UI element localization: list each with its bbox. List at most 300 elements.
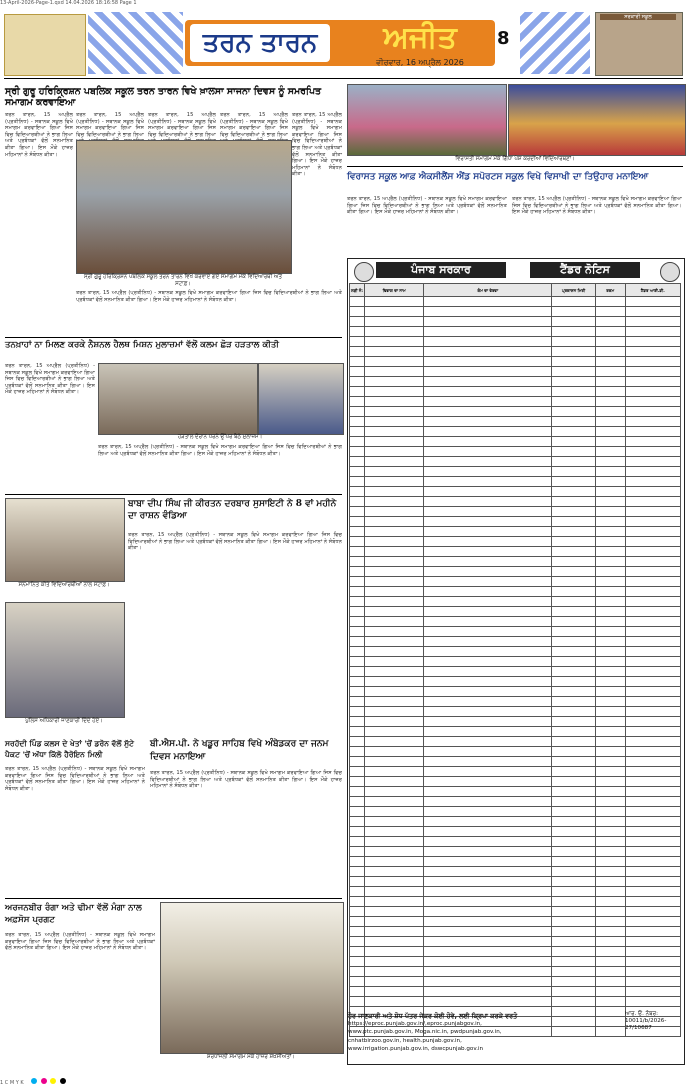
headline-drone-heroin: ਸਰਹੱਦੀ ਪਿੰਡ ਕਲਸ ਦੇ ਖੇਤਾਂ 'ਚੋਂ ਡਰੋਨ ਵੱਲੋਂ ਸੁੱਟੇ ਪੈਕਟ 'ਚੋਂ ਅੱਧਾ ਕਿੱਲੋ ਹੈਰੋਇਨ ਮਿਲੀ	[5, 739, 135, 759]
tender-cell	[625, 487, 680, 497]
tender-cell	[595, 787, 625, 797]
tender-cell	[350, 397, 365, 407]
tender-cell	[595, 667, 625, 677]
tender-cell	[424, 337, 552, 347]
tender-cell	[595, 497, 625, 507]
tender-row	[350, 827, 681, 837]
tender-row	[350, 417, 681, 427]
tender-cell	[350, 957, 365, 967]
tender-cell	[365, 517, 424, 527]
tender-cell	[424, 737, 552, 747]
tender-cell	[595, 547, 625, 557]
tender-cell	[424, 867, 552, 877]
tender-cell	[595, 707, 625, 717]
tender-cell	[595, 447, 625, 457]
tender-cell	[625, 407, 680, 417]
tender-row	[350, 627, 681, 637]
tender-row	[350, 947, 681, 957]
notice-url-line[interactable]: www.ptc.punjab.gov.in, Moga.nic.in, pwdpunjab.gov.in,	[348, 1029, 502, 1036]
tender-cell	[552, 357, 596, 367]
tender-cell	[350, 927, 365, 937]
tender-row	[350, 967, 681, 977]
title-city: ਤਰਨ ਤਾਰਨ	[190, 24, 330, 62]
issue-date: ਵੀਰਵਾਰ, 16 ਅਪ੍ਰੈਲ 2026	[376, 58, 464, 67]
title-paper: ਅਜੀਤ	[383, 20, 457, 55]
tender-cell	[350, 447, 365, 457]
tender-row	[350, 357, 681, 367]
tender-cell	[625, 877, 680, 887]
tender-cell	[625, 457, 680, 467]
tender-cell	[424, 977, 552, 987]
tender-row	[350, 607, 681, 617]
tender-cell	[595, 677, 625, 687]
tender-cell	[424, 417, 552, 427]
tender-cell	[625, 757, 680, 767]
notice-url-line[interactable]: www.irrigation.punjab.gov.in, dswcpunjab.gov.in	[348, 1045, 484, 1052]
article-body: ਤਰਨ ਤਾਰਨ, 15 ਅਪ੍ਰੈਲ (ਪ੍ਰਤੀਨਿਧ) - ਸਥਾਨਕ ਸਕੂਲ ਵਿਖੇ ਸਮਾਗਮ ਕਰਵਾਇਆ ਗਿਆ ਜਿਸ ਵਿਚ ਵਿਦਿਆਰਥੀਆਂ ਨੇ ਭਾਗ ਲਿਆ ਅਤੇ ਪ੍ਰਬੰਧਕਾਂ ਵੱਲੋਂ ਸਨਮਾਨਿਤ ਕੀਤਾ ਗਿਆ। ਇਸ ਮੌਕੇ ਹਾਜ਼ਰ ਮਹਿਮਾਨਾਂ ਨੇ ਸੰਬੋਧਨ ਕੀਤਾ।	[512, 196, 682, 216]
tender-cell	[552, 757, 596, 767]
tender-cell	[350, 937, 365, 947]
tender-cell	[595, 857, 625, 867]
tender-cell	[350, 997, 365, 1007]
tender-row	[350, 687, 681, 697]
tender-cell	[350, 727, 365, 737]
tender-cell	[350, 987, 365, 997]
tender-cell	[595, 807, 625, 817]
tender-cell	[350, 337, 365, 347]
tender-cell	[625, 377, 680, 387]
tender-row	[350, 397, 681, 407]
tender-cell	[350, 847, 365, 857]
tender-cell	[625, 317, 680, 327]
tender-cell	[595, 797, 625, 807]
tender-cell	[625, 737, 680, 747]
tender-cell	[625, 947, 680, 957]
tender-cell	[365, 597, 424, 607]
tender-cell	[552, 687, 596, 697]
tender-cell	[350, 917, 365, 927]
tender-row	[350, 987, 681, 997]
tender-cell	[365, 307, 424, 317]
tender-cell	[350, 377, 365, 387]
tender-row	[350, 877, 681, 887]
tender-cell	[424, 407, 552, 417]
tender-row	[350, 667, 681, 677]
tender-cell	[424, 677, 552, 687]
tender-row	[350, 917, 681, 927]
magenta-swatch	[41, 1078, 47, 1084]
tender-row	[350, 797, 681, 807]
tender-cell	[365, 867, 424, 877]
tender-cell	[552, 777, 596, 787]
tender-cell	[365, 757, 424, 767]
headline-condolence: ਅਰਜਨਬੀਰ ਰੰਗਾ ਅਤੇ ਢੀਮਾ ਵੱਲੋਂ ਮੰਗਾ ਨਾਲ ਅਫ਼ਸੋਸ ਪ੍ਰਗਟ	[5, 903, 142, 925]
tender-cell	[595, 747, 625, 757]
tender-cell	[424, 787, 552, 797]
tender-table	[349, 283, 681, 1037]
article-body: ਤਰਨ ਤਾਰਨ, 15 ਅਪ੍ਰੈਲ (ਪ੍ਰਤੀਨਿਧ) - ਸਥਾਨਕ ਸਕੂਲ ਵਿਖੇ ਸਮਾਗਮ ਕਰਵਾਇਆ ਗਿਆ ਜਿਸ ਵਿਚ ਵਿਦਿਆਰਥੀਆਂ ਨੇ ਭਾਗ ਲਿਆ ਅਤੇ ਪ੍ਰਬੰਧਕਾਂ ਵੱਲੋਂ ਸਨਮਾਨਿਤ ਕੀਤਾ ਗਿਆ। ਇਸ ਮੌਕੇ ਹਾਜ਼ਰ ਮਹਿਮਾਨਾਂ ਨੇ ਸੰਬੋਧਨ ਕੀਤਾ।	[5, 112, 73, 158]
tender-cell	[350, 897, 365, 907]
tender-cell	[552, 677, 596, 687]
tender-cell	[350, 737, 365, 747]
tender-cell	[595, 937, 625, 947]
tender-cell	[552, 917, 596, 927]
tender-cell	[552, 587, 596, 597]
tender-cell	[552, 667, 596, 677]
article-body: ਤਰਨ ਤਾਰਨ, 15 ਅਪ੍ਰੈਲ (ਪ੍ਰਤੀਨਿਧ) - ਸਥਾਨਕ ਸਕੂਲ ਵਿਖੇ ਸਮਾਗਮ ਕਰਵਾਇਆ ਗਿਆ ਜਿਸ ਵਿਚ ਵਿਦਿਆਰਥੀਆਂ ਨੇ ਭਾਗ ਲਿਆ ਅਤੇ ਪ੍ਰਬੰਧਕਾਂ ਵੱਲੋਂ ਸਨਮਾਨਿਤ ਕੀਤਾ ਗਿਆ। ਇਸ ਮੌਕੇ ਹਾਜ਼ਰ ਮਹਿਮਾਨਾਂ ਨੇ ਸੰਬੋਧਨ ਕੀਤਾ।	[347, 196, 507, 216]
tender-cell	[350, 467, 365, 477]
tender-cell	[424, 807, 552, 817]
golden-temple-logo	[4, 14, 86, 76]
tender-cell	[424, 497, 552, 507]
tender-cell	[424, 687, 552, 697]
tender-cell	[625, 727, 680, 737]
tender-cell	[350, 717, 365, 727]
tender-cell	[625, 477, 680, 487]
tender-cell	[552, 457, 596, 467]
tender-cell	[552, 477, 596, 487]
tender-row	[350, 747, 681, 757]
notice-url-line[interactable]: cnhatbirzoo.gov.in, health.punjab.gov.in,	[348, 1037, 462, 1044]
tender-cell	[424, 797, 552, 807]
tender-cell	[625, 507, 680, 517]
tender-cell	[424, 997, 552, 1007]
tender-cell	[625, 627, 680, 637]
tender-cell	[595, 867, 625, 877]
tender-cell	[365, 527, 424, 537]
tender-row	[350, 997, 681, 1007]
tender-cell	[552, 857, 596, 867]
tender-cell	[350, 327, 365, 337]
tender-cell	[595, 617, 625, 627]
tender-cell	[552, 317, 596, 327]
tender-cell	[365, 967, 424, 977]
tender-cell	[424, 607, 552, 617]
tender-cell	[424, 357, 552, 367]
article-body: ਤਰਨ ਤਾਰਨ, 15 ਅਪ੍ਰੈਲ (ਪ੍ਰਤੀਨਿਧ) - ਸਥਾਨਕ ਸਕੂਲ ਵਿਖੇ ਸਮਾਗਮ ਕਰਵਾਇਆ ਗਿਆ ਜਿਸ ਵਿਚ ਵਿਦਿਆਰਥੀਆਂ ਨੇ ਭਾਗ ਲਿਆ ਅਤੇ ਪ੍ਰਬੰਧਕਾਂ ਵੱਲੋਂ ਸਨਮਾਨਿਤ ਕੀਤਾ ਗਿਆ। ਇਸ ਮੌਕੇ ਹਾਜ਼ਰ ਮਹਿਮਾਨਾਂ ਨੇ ਸੰਬੋਧਨ ਕੀਤਾ।	[76, 290, 342, 303]
tender-cell	[424, 647, 552, 657]
tender-cell	[552, 847, 596, 857]
tender-cell	[365, 447, 424, 457]
tender-cell	[552, 327, 596, 337]
tender-cell	[424, 887, 552, 897]
tender-row	[350, 717, 681, 727]
tender-cell	[424, 697, 552, 707]
tender-cell	[552, 307, 596, 317]
tender-cell	[552, 607, 596, 617]
tender-cell	[595, 557, 625, 567]
tender-cell	[552, 297, 596, 307]
tender-cell	[625, 897, 680, 907]
tender-row	[350, 507, 681, 517]
tender-cell	[625, 687, 680, 697]
tender-cell	[595, 317, 625, 327]
tender-cell	[552, 907, 596, 917]
tender-row	[350, 857, 681, 867]
tender-cell	[424, 767, 552, 777]
tender-cell	[424, 547, 552, 557]
tender-cell	[552, 537, 596, 547]
tender-row	[350, 347, 681, 357]
tender-row	[350, 337, 681, 347]
tender-cell	[365, 657, 424, 667]
tender-cell	[552, 807, 596, 817]
tender-cell	[424, 397, 552, 407]
tender-cell	[552, 977, 596, 987]
tender-cell	[365, 787, 424, 797]
col-header: ਰਕਮ	[595, 284, 625, 297]
tender-cell	[595, 567, 625, 577]
tender-cell	[424, 327, 552, 337]
tender-cell	[595, 887, 625, 897]
tender-cell	[625, 467, 680, 477]
tender-cell	[552, 627, 596, 637]
tender-cell	[625, 817, 680, 827]
tender-cell	[595, 537, 625, 547]
tender-cell	[595, 687, 625, 697]
tender-cell	[365, 977, 424, 987]
tender-row	[350, 547, 681, 557]
tender-cell	[595, 757, 625, 767]
tender-cell	[552, 617, 596, 627]
tender-row	[350, 557, 681, 567]
tender-cell	[625, 607, 680, 617]
tender-cell	[625, 717, 680, 727]
tender-cell	[365, 957, 424, 967]
tender-cell	[595, 947, 625, 957]
tender-row	[350, 477, 681, 487]
tender-cell	[424, 747, 552, 757]
tender-cell	[625, 447, 680, 457]
tender-cell	[350, 977, 365, 987]
page-number: 8	[497, 28, 510, 49]
tender-cell	[625, 957, 680, 967]
tender-cell	[365, 427, 424, 437]
tender-cell	[350, 947, 365, 957]
notice-url-line[interactable]: https://eproc.punjab.gov.in/,eproc.punjabgov.in,	[348, 1021, 482, 1028]
tender-cell	[625, 907, 680, 917]
tender-cell	[365, 647, 424, 657]
tender-cell	[552, 707, 596, 717]
tender-cell	[625, 497, 680, 507]
tender-row	[350, 427, 681, 437]
tender-row	[350, 757, 681, 767]
tender-cell	[365, 727, 424, 737]
tender-cell	[365, 477, 424, 487]
tender-cell	[365, 687, 424, 697]
tender-cell	[350, 677, 365, 687]
tender-cell	[365, 917, 424, 927]
tender-cell	[424, 857, 552, 867]
tender-cell	[424, 487, 552, 497]
tender-cell	[350, 497, 365, 507]
punjab-emblem-right	[660, 262, 680, 282]
tender-cell	[365, 377, 424, 387]
tender-cell	[625, 297, 680, 307]
tender-cell	[424, 937, 552, 947]
tender-cell	[552, 517, 596, 527]
tender-cell	[350, 647, 365, 657]
tender-cell	[350, 907, 365, 917]
tender-cell	[625, 307, 680, 317]
tender-row	[350, 837, 681, 847]
black-swatch	[60, 1078, 66, 1084]
tender-row	[350, 597, 681, 607]
tender-cell	[595, 327, 625, 337]
tender-cell	[350, 537, 365, 547]
photo-caption: ਹੜਤਾਲ ਦੌਰਾਨ ਧਰਨੇ ਉੱਪਰ ਬੈਠੇ ਮੁਲਾਜ਼ਮ।	[177, 434, 263, 440]
tender-cell	[595, 697, 625, 707]
tender-cell	[365, 557, 424, 567]
tender-cell	[424, 847, 552, 857]
tender-cell	[595, 897, 625, 907]
tender-cell	[365, 507, 424, 517]
tender-cell	[350, 807, 365, 817]
tender-cell	[552, 487, 596, 497]
tender-cell	[365, 327, 424, 337]
tender-cell	[625, 667, 680, 677]
tender-cell	[365, 987, 424, 997]
tender-cell	[350, 887, 365, 897]
tender-cell	[424, 467, 552, 477]
school-event-photo	[76, 140, 292, 274]
tender-cell	[625, 787, 680, 797]
tender-cell	[625, 367, 680, 377]
tender-row	[350, 327, 681, 337]
tender-cell	[365, 857, 424, 867]
tender-cell	[350, 787, 365, 797]
tender-cell	[424, 757, 552, 767]
tender-cell	[625, 987, 680, 997]
tender-cell	[365, 577, 424, 587]
tender-cell	[350, 547, 365, 557]
col-header: ਵਿਭਾਗ ਦਾ ਨਾਮ	[365, 284, 424, 297]
photo-caption: ਸ਼ਰਧਾਂਜਲੀ ਸਮਾਗਮ ਮੌਕੇ ਹਾਜ਼ਰ ਸ਼ਖ਼ਸੀਅਤਾਂ।	[207, 1054, 295, 1060]
tender-cell	[595, 397, 625, 407]
tender-cell	[552, 727, 596, 737]
condolence-photo	[160, 902, 344, 1054]
tender-cell	[424, 587, 552, 597]
tender-cell	[350, 527, 365, 537]
tender-cell	[350, 427, 365, 437]
tender-cell	[350, 817, 365, 827]
tender-cell	[424, 597, 552, 607]
tender-cell	[365, 357, 424, 367]
article-body: ਤਰਨ ਤਾਰਨ, 15 ਅਪ੍ਰੈਲ (ਪ੍ਰਤੀਨਿਧ) - ਸਥਾਨਕ ਸਕੂਲ ਵਿਖੇ ਸਮਾਗਮ ਕਰਵਾਇਆ ਗਿਆ ਜਿਸ ਵਿਚ ਵਿਦਿਆਰਥੀਆਂ ਨੇ ਭਾਗ ਲਿਆ ਅਤੇ ਪ੍ਰਬੰਧਕਾਂ ਵੱਲੋਂ ਸਨਮਾਨਿਤ ਕੀਤਾ ਗਿਆ। ਇਸ ਮੌਕੇ ਹਾਜ਼ਰ ਮਹਿਮਾਨਾਂ ਨੇ ਸੰਬੋਧਨ ਕੀਤਾ।	[98, 444, 342, 457]
tender-cell	[552, 417, 596, 427]
tender-cell	[365, 827, 424, 837]
tender-cell	[424, 457, 552, 467]
tender-cell	[350, 347, 365, 357]
tender-cell	[365, 637, 424, 647]
tender-cell	[552, 427, 596, 437]
tender-cell	[365, 697, 424, 707]
tender-row	[350, 437, 681, 447]
tender-cell	[350, 837, 365, 847]
tender-cell	[552, 507, 596, 517]
tender-cell	[424, 907, 552, 917]
tender-cell	[424, 387, 552, 397]
tender-cell	[552, 887, 596, 897]
tender-cell	[552, 567, 596, 577]
tender-cell	[625, 647, 680, 657]
tender-cell	[625, 927, 680, 937]
tender-cell	[350, 417, 365, 427]
tender-row	[350, 737, 681, 747]
tender-cell	[365, 317, 424, 327]
tender-cell	[552, 927, 596, 937]
col-header: ਟੈਂਡਰ ਆਈ.ਡੀ.	[625, 284, 680, 297]
tender-cell	[625, 697, 680, 707]
tender-cell	[350, 597, 365, 607]
article-body: ਤਰਨ ਤਾਰਨ, 15 ਅਪ੍ਰੈਲ (ਪ੍ਰਤੀਨਿਧ) - ਸਥਾਨਕ ਸਕੂਲ ਵਿਖੇ ਸਮਾਗਮ ਕਰਵਾਇਆ ਗਿਆ ਜਿਸ ਵਿਚ ਵਿਦਿਆਰਥੀਆਂ ਨੇ ਭਾਗ ਲਿਆ ਅਤੇ ਪ੍ਰਬੰਧਕਾਂ ਵੱਲੋਂ ਸਨਮਾਨਿਤ ਕੀਤਾ ਗਿਆ। ਇਸ ਮੌਕੇ ਹਾਜ਼ਰ ਮਹਿਮਾਨਾਂ ਨੇ ਸੰਬੋਧਨ ਕੀਤਾ।	[5, 932, 155, 952]
tender-cell	[365, 737, 424, 747]
tender-cell	[350, 607, 365, 617]
tender-row	[350, 647, 681, 657]
tender-row	[350, 777, 681, 787]
tender-cell	[350, 707, 365, 717]
tender-cell	[552, 527, 596, 537]
tender-cell	[595, 727, 625, 737]
tender-row	[350, 887, 681, 897]
article-body: ਤਰਨ ਤਾਰਨ, 15 ਅਪ੍ਰੈਲ (ਪ੍ਰਤੀਨਿਧ) - ਸਥਾਨਕ ਸਕੂਲ ਵਿਖੇ ਸਮਾਗਮ ਕਰਵਾਇਆ ਗਿਆ ਜਿਸ ਵਿਚ ਵਿਦਿਆਰਥੀਆਂ ਨੇ ਭਾਗ ਲਿਆ ਅਤੇ ਪ੍ਰਬੰਧਕਾਂ ਵੱਲੋਂ ਸਨਮਾਨਿਤ ਕੀਤਾ ਗਿਆ। ਇਸ ਮੌਕੇ ਹਾਜ਼ਰ ਮਹਿਮਾਨਾਂ ਨੇ ਸੰਬੋਧਨ ਕੀਤਾ।	[5, 766, 145, 792]
tender-cell	[552, 647, 596, 657]
print-slug: 13-April-2026-Page-1.qxd 14.04.2026 18:16:58 Page 1	[0, 0, 137, 6]
tender-row	[350, 307, 681, 317]
tender-cell	[365, 747, 424, 757]
tender-cell	[595, 307, 625, 317]
tender-cell	[350, 507, 365, 517]
tender-cell	[365, 777, 424, 787]
tender-cell	[552, 577, 596, 587]
tender-cell	[552, 737, 596, 747]
tender-cell	[625, 427, 680, 437]
tender-cell	[625, 777, 680, 787]
tender-cell	[552, 787, 596, 797]
tender-cell	[424, 637, 552, 647]
article-body: ਤਰਨ ਤਾਰਨ, 15 ਅਪ੍ਰੈਲ (ਪ੍ਰਤੀਨਿਧ) - ਸਥਾਨਕ ਸਕੂਲ ਵਿਖੇ ਸਮਾਗਮ ਕਰਵਾਇਆ ਗਿਆ ਜਿਸ ਵਿਚ ਵਿਦਿਆਰਥੀਆਂ ਨੇ ਭਾਗ ਲਿਆ	[76, 112, 144, 138]
tender-cell	[552, 347, 596, 357]
tender-row	[350, 807, 681, 817]
article-body: ਤਰਨ ਤਾਰਨ, 15 ਅਪ੍ਰੈਲ (ਪ੍ਰਤੀਨਿਧ) - ਸਥਾਨਕ ਸਕੂਲ ਵਿਖੇ ਸਮਾਗਮ ਕਰਵਾਇਆ ਗਿਆ ਜਿਸ ਵਿਚ ਵਿਦਿਆਰਥੀਆਂ ਨੇ ਭਾਗ ਲਿਆ ਅਤੇ ਪ੍ਰਬੰਧਕਾਂ ਵੱਲੋਂ ਸਨਮਾਨਿਤ ਕੀਤਾ ਗਿਆ। ਇਸ ਮੌਕੇ ਹਾਜ਼ਰ ਮਹਿਮਾਨਾਂ ਨੇ ਸੰਬੋਧਨ ਕੀਤਾ।	[292, 112, 342, 178]
tender-cell	[625, 917, 680, 927]
tender-cell	[625, 707, 680, 717]
cyan-swatch	[31, 1078, 37, 1084]
tender-row	[350, 497, 681, 507]
tender-cell	[350, 567, 365, 577]
tender-cell	[424, 307, 552, 317]
divider	[347, 166, 683, 167]
tender-cell	[595, 837, 625, 847]
tender-cell	[625, 597, 680, 607]
tender-cell	[595, 977, 625, 987]
tender-cell	[595, 527, 625, 537]
divider	[5, 337, 342, 338]
tender-cell	[595, 507, 625, 517]
tender-cell	[424, 717, 552, 727]
tender-cell	[595, 987, 625, 997]
tender-cell	[424, 777, 552, 787]
tender-cell	[365, 607, 424, 617]
tender-cell	[365, 627, 424, 637]
article-body: ਤਰਨ ਤਾਰਨ, 15 ਅਪ੍ਰੈਲ (ਪ੍ਰਤੀਨਿਧ) - ਸਥਾਨਕ ਸਕੂਲ ਵਿਖੇ ਸਮਾਗਮ ਕਰਵਾਇਆ ਗਿਆ ਜਿਸ ਵਿਚ ਵਿਦਿਆਰਥੀਆਂ ਨੇ ਭਾਗ ਲਿਆ ਅਤੇ ਪ੍ਰਬੰਧਕਾਂ ਵੱਲੋਂ ਸਨਮਾਨਿਤ ਕੀਤਾ ਗਿਆ। ਇਸ ਮੌਕੇ ਹਾਜ਼ਰ ਮਹਿਮਾਨਾਂ ਨੇ ਸੰਬੋਧਨ ਕੀਤਾ।	[128, 532, 342, 552]
tender-row	[350, 577, 681, 587]
tender-cell	[625, 747, 680, 757]
tender-cell	[595, 607, 625, 617]
tender-cell	[365, 947, 424, 957]
tender-cell	[552, 867, 596, 877]
tender-cell	[424, 377, 552, 387]
